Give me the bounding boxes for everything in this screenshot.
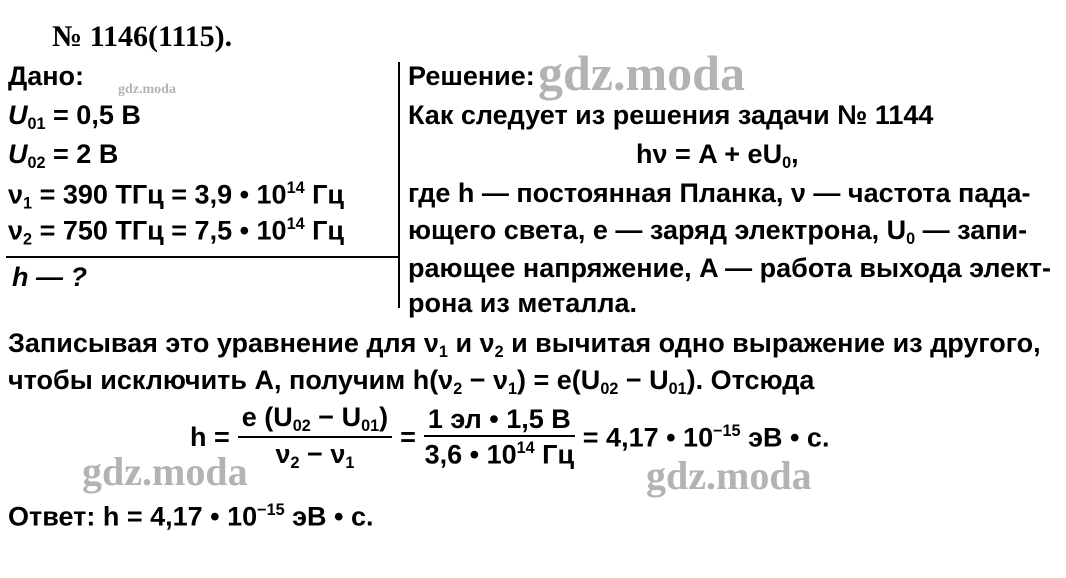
result-b: эВ • с. — [740, 422, 830, 453]
result-exp: −15 — [713, 422, 741, 441]
given-heading: Дано: — [8, 61, 85, 91]
deriv1-sub2: 2 — [494, 342, 504, 361]
fraction-2-numerator: 1 эл • 1,5 В — [424, 406, 575, 437]
fraction-2-denominator — [424, 437, 575, 469]
solution-equation — [636, 141, 799, 171]
given-u01-value: = 0,5 В — [53, 100, 141, 130]
equation-comma: , — [791, 139, 799, 169]
f1n-b: − U — [310, 402, 362, 432]
fraction-1-denominator — [238, 438, 392, 471]
f1d-b: − ν — [299, 439, 346, 470]
deriv2-sub1: 2 — [453, 379, 463, 398]
watermark-bottom-right: gdz.moda — [646, 453, 812, 498]
given-divider-horizontal — [6, 256, 400, 258]
answer-line — [8, 502, 374, 531]
deriv1-a: Записывая это уравнение для ν — [8, 328, 439, 358]
deriv2-d: − U — [618, 365, 669, 395]
derivation-line1 — [8, 330, 1041, 360]
line3-part-b: — запи- — [915, 215, 1028, 245]
fraction-1 — [238, 404, 392, 471]
solution-line1: Как следует из решения задачи № 1144 — [408, 100, 934, 130]
line3-part-a: ющего света, e — заряд электрона, U — [408, 215, 907, 245]
given-divider-vertical — [398, 62, 400, 308]
solution-watermark: gdz.moda — [538, 45, 745, 101]
fraction-2 — [424, 406, 575, 469]
watermark-bottom-left: gdz.moda — [82, 449, 248, 494]
deriv2-b: − ν — [462, 365, 509, 395]
solution-line4: рающее напряжение, A — работа выхода элект- — [408, 253, 1051, 283]
result-a: = 4,17 • 10 — [582, 422, 714, 453]
given-u01: $U_{01} = 0,5$ В — [8, 100, 141, 133]
line3-sub: 0 — [906, 229, 916, 248]
f1n-c: ) — [379, 402, 389, 432]
f1d-sub2: 1 — [345, 453, 355, 472]
deriv2-e: ). Отсюда — [686, 365, 815, 395]
given-nu2-value: = 750 ТГц = 7,5 • 10 — [39, 215, 287, 246]
given-nu2-unit: Гц — [312, 215, 345, 246]
deriv2-a: чтобы исключить A, получим h(ν — [8, 365, 454, 395]
deriv2-c: ) = e(U — [517, 365, 601, 395]
solution-line5: рона из металла. — [408, 288, 638, 318]
derivation-line2 — [8, 367, 814, 397]
given-find: h — ? — [12, 262, 87, 292]
solution-line2: где h — постоянная Планка, ν — частота пада- — [408, 178, 1031, 208]
equation-main: hν = A + eU — [636, 139, 783, 169]
deriv2-sub2: 1 — [508, 379, 518, 398]
deriv2-sub4: 01 — [668, 379, 687, 398]
given-watermark: gdz.moda — [118, 82, 176, 97]
given-nu1-unit: Гц — [312, 179, 345, 210]
given-nu1-value: = 390 ТГц = 3,9 • 10 — [39, 179, 287, 210]
given-nu2-exp: 14 — [286, 215, 305, 233]
solution-line3 — [408, 217, 1027, 247]
given-nu1: $\nu_1 = 390$ ТГц = 3,9 • $10^{14}$ Гц — [8, 179, 345, 213]
deriv1-sub1: 1 — [438, 342, 448, 361]
answer-b: эВ • с. — [284, 501, 374, 532]
f2d-a: 3,6 • 10 — [424, 439, 517, 470]
solution-heading: Решение: — [408, 61, 535, 91]
f2d-exp: 14 — [516, 439, 535, 458]
f1n-sub2: 01 — [361, 416, 380, 435]
answer-a: Ответ: h = 4,17 • 10 — [8, 501, 258, 532]
deriv1-b: и ν — [447, 328, 495, 358]
given-u02: $U_{02} = 2$ В — [8, 139, 119, 172]
f1n-a: e (U — [241, 402, 293, 432]
given-nu1-exp: 14 — [286, 179, 305, 197]
fraction-1-numerator — [238, 404, 392, 438]
f1d-sub1: 2 — [290, 453, 300, 472]
answer-exp: −15 — [257, 501, 285, 519]
given-u02-value: = 2 В — [53, 139, 119, 169]
problem-number: № 1146(1115). — [52, 20, 233, 53]
deriv2-sub3: 02 — [600, 379, 619, 398]
f1n-sub1: 02 — [292, 416, 311, 435]
equation-sub: 0 — [782, 153, 792, 172]
f1d-a: ν — [275, 439, 291, 470]
formula-equals: = — [400, 422, 416, 453]
formula-lhs: h = — [190, 422, 230, 453]
f2d-b: Гц — [534, 439, 575, 470]
deriv1-c: и вычитая одно выражение из другого, — [503, 328, 1041, 358]
given-nu2: $\nu_2 = 750$ ТГц = 7,5 • $10^{14}$ Гц — [8, 215, 345, 249]
formula-result — [583, 423, 830, 452]
